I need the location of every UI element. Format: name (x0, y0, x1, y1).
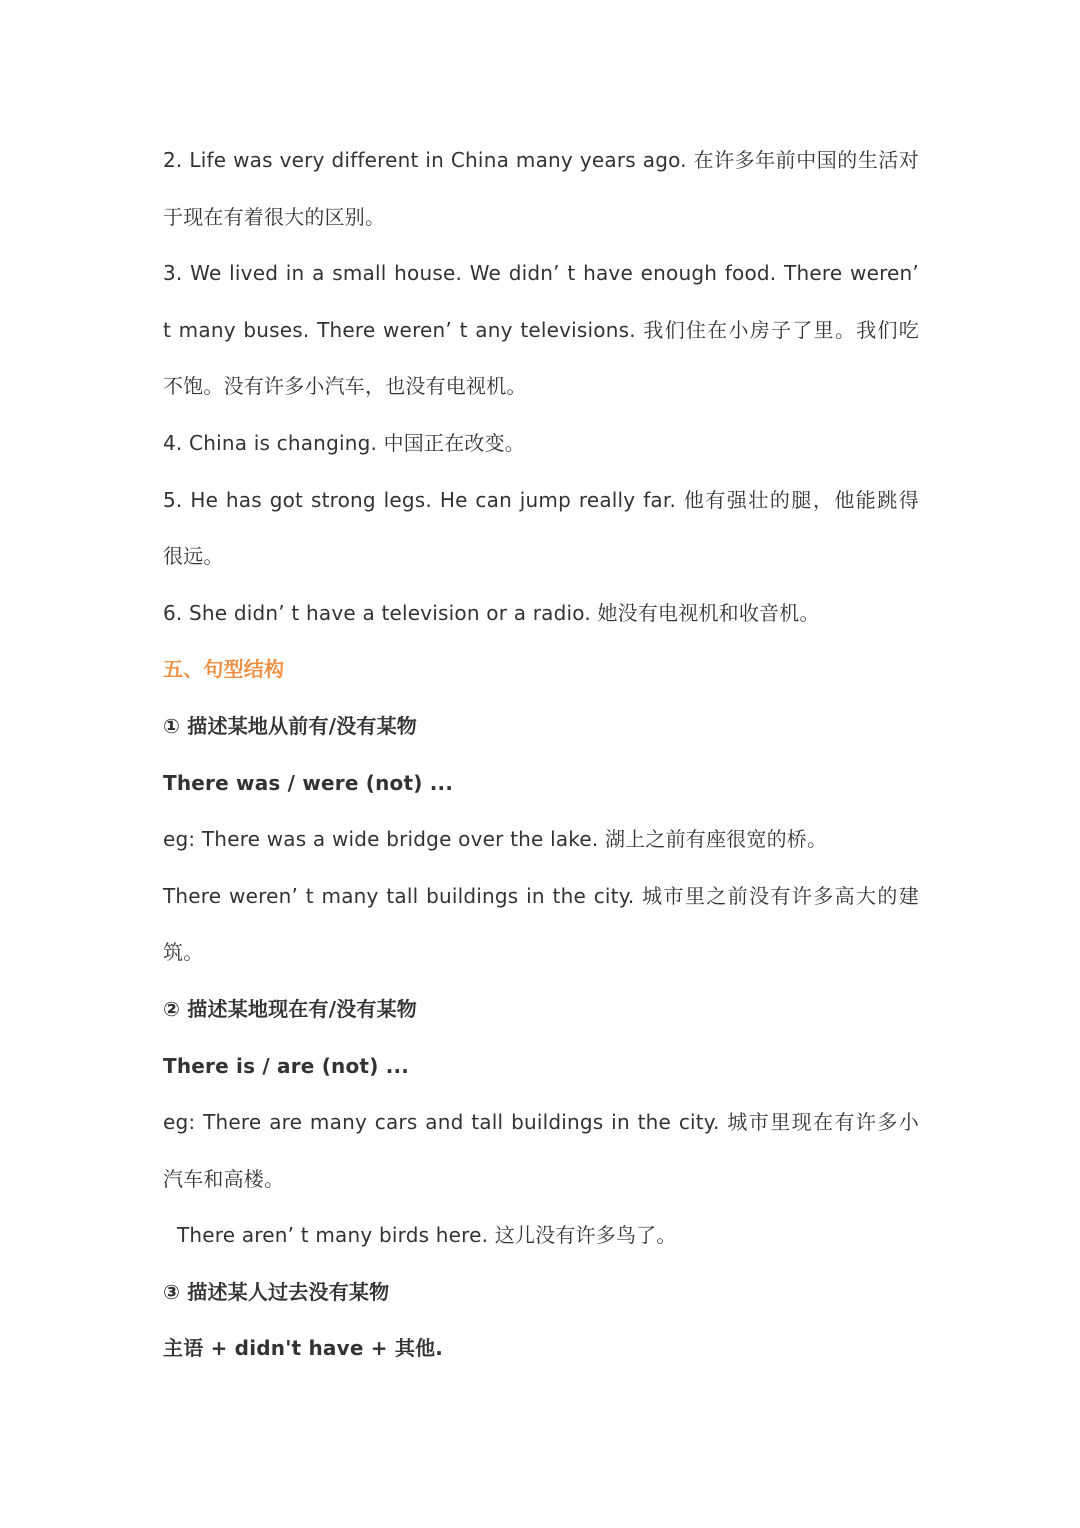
structure-2-pattern: There is / are (not) ... (163, 1053, 410, 1078)
sentence-5-line-2: 很远。 (163, 544, 224, 569)
structure-2-heading: ② 描述某地现在有/没有某物 (163, 996, 418, 1021)
structure-1-pattern: There was / were (not) ... (163, 770, 454, 795)
sentence-2-line-2: 于现在有着很大的区别。 (163, 204, 386, 229)
structure-2-example-1-line-1: eg: There are many cars and tall buildings in the city. 城市里现在有许多小 (163, 1110, 919, 1135)
structure-3-heading: ③ 描述某人过去没有某物 (163, 1279, 390, 1304)
sentence-6: 6. She didn’ t have a television or a radio. 她没有电视机和收音机。 (163, 600, 820, 625)
structure-1-example-1: eg: There was a wide bridge over the lake. 湖上之前有座很宽的桥。 (163, 827, 828, 852)
sentence-2-line-1: 2. Life was very different in China many years ago. 在许多年前中国的生活对 (163, 148, 919, 172)
sentence-3-line-1: 3. We lived in a small house. We didn’ t have enough food. There weren’ (163, 261, 919, 286)
structure-1-example-2-line-1: There weren’ t many tall buildings in the city. 城市里之前没有许多高大的建 (163, 883, 919, 908)
section-title: 五、句型结构 (163, 657, 285, 682)
sentence-3-line-3: 不饱。没有许多小汽车，也没有电视机。 (163, 374, 527, 399)
sentence-3-line-2: t many buses. There weren’ t any televisions. 我们住在小房子了里。我们吃 (163, 317, 919, 342)
structure-2-example-2: There aren’ t many birds here. 这儿没有许多鸟了。 (177, 1223, 677, 1248)
document-page (163, 132, 923, 1377)
sentence-4: 4. China is changing. 中国正在改变。 (163, 430, 526, 455)
structure-3-pattern: 主语 + didn't have + 其他. (163, 1336, 444, 1361)
structure-1-heading: ① 描述某地从前有/没有某物 (163, 713, 418, 738)
structure-2-example-1-line-2: 汽车和高楼。 (163, 1166, 285, 1191)
structure-1-example-2-line-2: 筑。 (163, 940, 204, 965)
sentence-5-line-1: 5. He has got strong legs. He can jump really far. 他有强壮的腿，他能跳得 (163, 487, 919, 512)
